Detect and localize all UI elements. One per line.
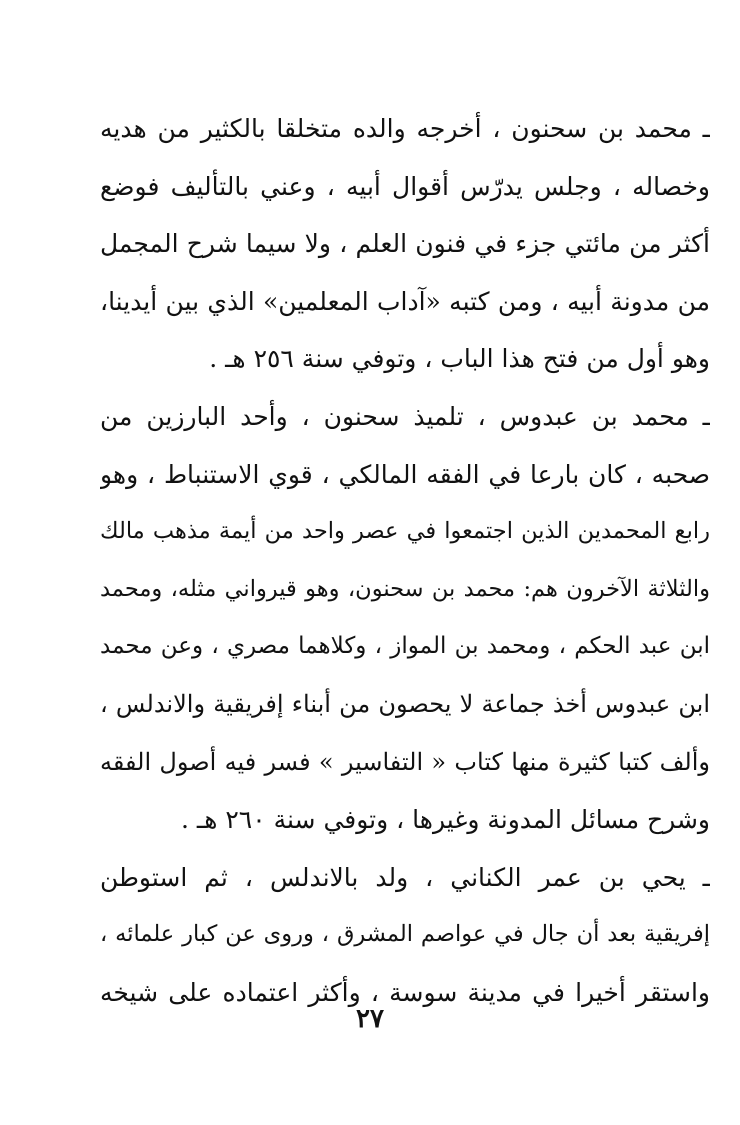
text-line: ـ محمد بن سحنون ، أخرجه والده متخلقا بالكثير من هديه: [100, 114, 710, 143]
text-line: من مدونة أبيه ، ومن كتبه «آداب المعلمين» الذي بين أيدينا،: [100, 286, 710, 316]
text-line: والثلاثة الآخرون هم: محمد بن سحنون، وهو قيرواني مثله، ومحمد: [100, 575, 710, 602]
text-line: وهو أول من فتح هذا الباب ، وتوفي سنة ٢٥٦ هـ .: [209, 344, 710, 374]
text-line: ابن عبد الحكم ، ومحمد بن المواز ، وكلاهما مصري ، وعن محمد: [100, 633, 710, 660]
text-line: ابن عبدوس أخذ جماعة لا يحصون من أبناء إفريقية والاندلس ،: [100, 689, 710, 718]
text-line: واستقر أخيرا في مدينة سوسة ، وأكثر اعتماده على شيخه: [100, 977, 710, 1007]
text-line: أكثر من مائتي جزء في فنون العلم ، ولا سيما شرح المجمل: [100, 229, 710, 259]
page-number: ٢٧: [356, 1004, 384, 1034]
body-text: [100, 100, 710, 1022]
text-line: وخصاله ، وجلس يدرّس أقوال أبيه ، وعني بالتأليف فوضع: [100, 171, 710, 201]
text-line: ـ يحي بن عمر الكناني ، ولد بالاندلس ، ثم استوطن: [100, 862, 710, 892]
text-line: إفريقية بعد أن جال في عواصم المشرق ، وروى عن كبار علمائه ،: [100, 921, 710, 948]
text-line: ـ محمد بن عبدوس ، تلميذ سحنون ، وأحد البارزين من: [100, 401, 710, 431]
text-line: صحبه ، كان بارعا في الفقه المالكي ، قوي الاستنباط ، وهو: [100, 459, 710, 489]
text-line: وألف كتبا كثيرة منها كتاب « التفاسير » فسر فيه أصول الفقه: [100, 747, 710, 776]
text-line: رابع المحمدين الذين اجتمعوا في عصر واحد من أيمة مذهب مالك: [100, 518, 710, 545]
text-line: وشرح مسائل المدونة وغيرها ، وتوفي سنة ٢٦٠ هـ .: [181, 805, 710, 835]
